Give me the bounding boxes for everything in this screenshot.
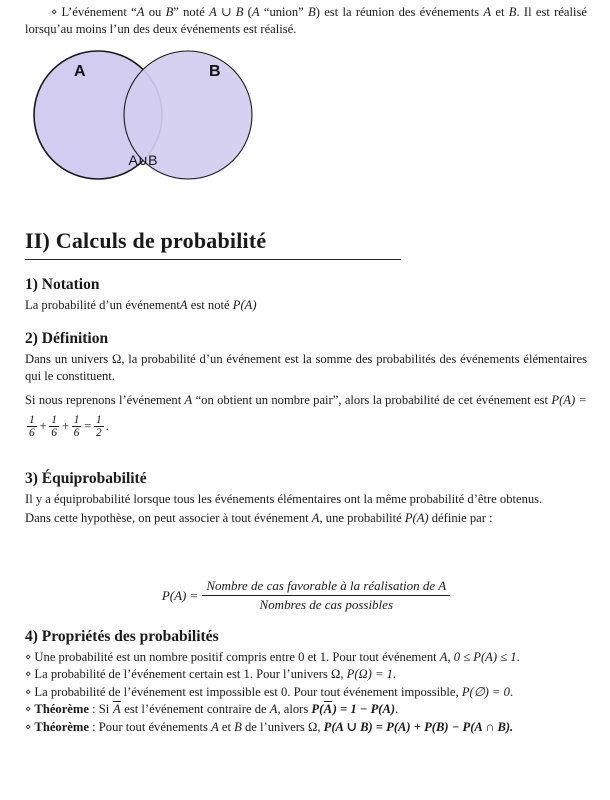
theorem-fragment: , [317,719,324,734]
section-proprietes [25,628,587,736]
math-p-empty-set: P(∅) = 0 [461,684,510,699]
fraction-one-sixth [49,414,59,439]
property-item [25,684,587,701]
theorem-fragment: . [395,702,399,717]
math-var-a: A [311,511,320,526]
definition-paragraph-2 [25,388,587,440]
math-var-b: B [308,5,316,19]
fraction-numerator: 1 [29,412,35,426]
property-item [25,649,587,666]
section-heading-notation: 1) Notation [25,276,100,293]
venn-label-b: B [209,63,221,80]
intro-text [25,4,587,39]
property-fragment: Une probabilité est un nombre positif compris entre 0 et 1. Pour tout événement [34,650,440,664]
equi-fragment: Dans cette hypothèse, on peut associer à tout événement [25,511,312,526]
math-p-omega: P(Ω) = 1 [346,667,393,682]
section-equiprobabilite [25,470,587,528]
lozenge-bullet-icon: ⋄ [25,721,32,733]
equi-fragment: , une probabilité [319,511,405,526]
theorem-formula-part: P(B) − P(A ∩ B) [424,719,511,734]
operator-plus: + [38,418,48,433]
math-var-a: A [483,5,492,19]
fraction-one-half [94,414,104,439]
lozenge-bullet-icon: ⋄ [25,652,32,663]
fraction-numerator: 1 [95,412,102,426]
definition-fragment: , la probabilité d’un événement est la somme des probabilités des événements élémentaires qui le constituent. [25,352,587,384]
intro-fragment: . Il est réalisé lorsqu’au moins l’un des deux événements est réalisé. [25,5,587,37]
theorem-fragment: , alors [277,702,312,717]
property-fragment: . [392,667,397,682]
intro-fragment: ( [243,5,252,19]
notation-fragment: La probabilité d’un événement [25,298,180,312]
display-formula-lhs: P(A) = [161,587,199,603]
theorem-fragment: . [510,719,514,734]
lozenge-bullet-icon: ⋄ [25,704,32,716]
lozenge-bullet-icon: ⋄ [25,669,32,681]
notation-fragment: est noté [187,298,233,312]
definition-fragment: Si nous reprenons l’événement [25,392,185,407]
fraction-numerator: 1 [73,412,80,426]
math-var-b: B [508,5,517,19]
math-var-a: A [136,5,145,19]
theorem-fragment: de l’univers [241,719,308,734]
notation-text [25,297,587,314]
theorem-fragment: Si [98,702,113,717]
definition-paragraph-1 [25,351,587,386]
lozenge-bullet-icon: ⋄ [25,686,32,698]
section-heading-proprietes: 4) Propriétés des probabilités [25,628,219,645]
theorem-formula-part: ) = 1 − P(A) [332,702,396,717]
page-title: II) Calculs de probabilité [25,228,401,260]
math-omega: Ω [307,719,318,734]
intro-paragraph [25,4,587,39]
fraction-one-sixth [27,414,37,439]
intro-fragment: et [495,5,509,19]
property-fragment: . [509,684,514,699]
math-var-a: A [211,719,219,734]
section-notation [25,276,587,314]
property-fragment: . [516,650,520,664]
property-fragment: La probabilité de l’événement est impossible est 0. Pour tout événement impossible, [34,684,462,699]
fraction-denominator: 6 [51,426,58,440]
theorem-fragment: et [218,719,235,734]
property-fragment: , [340,667,347,682]
theorem-fragment: : [88,719,99,734]
formula-lhs: P(A) = [551,392,588,407]
intro-fragment: ou [144,5,166,19]
definition-fragment: Dans un univers [25,352,112,366]
math-inequality: 0 ≤ P(A) ≤ 1 [453,650,517,664]
math-var-a: A [184,392,193,407]
math-var-a: A [251,5,260,19]
theorem-label: Théorème [34,719,89,734]
operator-plus: + [61,418,70,433]
fraction-denominator: 6 [29,426,35,440]
venn-diagram [25,44,275,189]
property-item [25,666,587,683]
math-var-a: A [269,702,278,717]
math-omega: Ω [330,667,341,682]
fraction-denominator: 6 [73,426,80,440]
theorem-formula-part: P( [311,702,324,717]
lozenge-bullet-icon: ⋄ [51,7,58,18]
math-omega: Ω [111,352,122,366]
math-var-a: A [179,298,188,312]
math-a-complement: $\overline{A}$ [112,702,121,717]
display-fraction-numerator: Nombre de cas favorable à la réalisation de A [206,578,447,593]
math-a-complement: $\overline{A}$ [323,702,333,717]
theorem-item-1 [25,701,587,718]
equiprobabilite-paragraph-1: Il y a équiprobabilité lorsque tous les événements élémentaires ont la même probabilité d’être obtenus. [25,492,543,506]
math-p-of-a: P(A) [404,511,429,526]
theorem-fragment: Pour tout événements [98,719,212,734]
section-heading-equiprobabilite: 3) Équiprobabilité [25,470,147,487]
display-fraction [202,578,450,614]
intro-fragment: L’événement “ [61,5,137,19]
section-heading-definition: 2) Définition [25,330,109,347]
fraction-denominator: 2 [95,426,102,440]
math-a-union-b: A ∪ B [209,5,244,19]
venn-diagram-svg [25,44,275,189]
math-p-of-a: P(A) [232,298,257,312]
fraction-numerator: 1 [51,412,58,426]
math-var-b: B [234,719,242,734]
venn-label-union: A∪B [128,152,158,168]
venn-label-a: A [74,63,86,80]
theorem-item-2 [25,719,587,736]
display-fraction-denominator: Nombres de cas possibles [202,595,450,613]
intro-fragment: “union” [259,5,309,19]
fraction-one-sixth [72,414,82,439]
theorem-fragment: : [88,702,99,717]
formula-period: . [105,418,109,433]
theorem-formula-part: P(A ∪ B) = P(A) + [323,719,421,734]
theorem-label: Théorème [34,702,89,717]
section-definition [25,330,587,439]
intro-fragment: ” noté [173,5,210,19]
theorem-fragment: est l’événement contraire de [121,702,270,717]
display-formula-probability [25,578,587,614]
intro-fragment: ) est la réunion des événements [315,5,484,19]
property-fragment: La probabilité de l’événement certain est 1. Pour l’univers [34,667,331,682]
definition-fragment: “on obtient un nombre pair”, alors la probabilité de cet événement est [192,392,552,407]
math-var-b: B [165,5,174,19]
property-fragment: , [447,650,454,664]
equi-fragment: définie par : [428,511,493,526]
equiprobabilite-paragraph-2 [25,510,587,527]
math-var-a: A [439,650,448,664]
operator-equals: = [83,418,92,433]
